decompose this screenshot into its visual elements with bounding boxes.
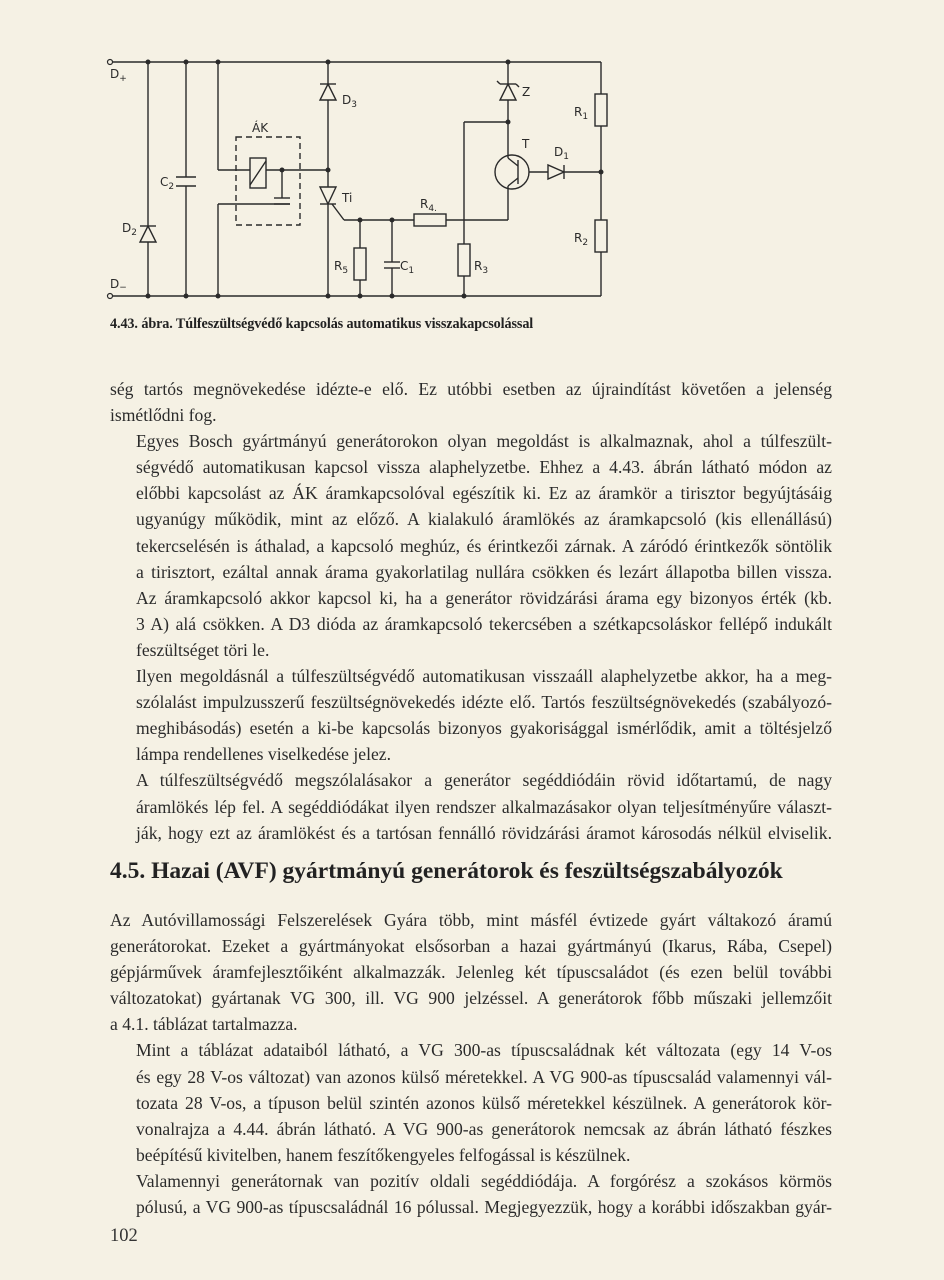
label-r3: $R_3$ [474, 259, 489, 276]
text-line: 3 A) alá csökken. A D3 dióda az áramkapcsoló tekercsében a szétkapcsoláskor fellépő indukált [136, 613, 832, 634]
label-t: T [522, 137, 530, 151]
text-line: generátorokat. Ezeket a gyártmányokat elsősorban a hazai gyártmányú (Ikarus, Rába, Csepel) [110, 936, 832, 957]
text-line: Valamennyi generátornak van pozitív oldali segéddiódája. A forgórész a szokásos körmös [136, 1170, 832, 1191]
paragraph [110, 1168, 832, 1220]
text-line: lámpa rendellenes viselkedése jelez. [136, 744, 391, 765]
label-d-minus: D− [110, 277, 127, 293]
text-line: ugyanúgy működik, mint az előző. A kialakuló áramlökés az áramkapcsoló (kis ellenállású) [136, 509, 832, 530]
overvoltage-protection-schematic [104, 52, 634, 304]
label-ti: Ti [342, 191, 353, 205]
text-line: előbbi kapcsolást az ÁK áramkapcsolóval egészítik ki. Ez az áramkör a tirisztor begyújtásáig [136, 483, 832, 504]
label-r5: $R_5$ [334, 259, 349, 276]
text-line: Ilyen megoldásnál a túlfeszültségvédő automatikusan visszaáll alaphelyzetbe akkor, ha a meg- [136, 666, 832, 687]
text-line: gépjárművek áramfejlesztőiként alkalmazzák. Jelenleg két típuscsaládot (és ezen belül további [110, 962, 832, 983]
label-d3: $D_3$ [342, 93, 357, 110]
label-z: Z [522, 85, 531, 99]
text-line: A túlfeszültségvédő megszólalásakor a generátor segéddiódáin rövid időtartamú, de nagy [136, 770, 832, 791]
text-line: és egy 28 V-os változat) van azonos külső méretekkel. A VG 900-as típuscsalád valamennyi vál- [136, 1066, 832, 1087]
label-d2: $D_2$ [122, 221, 137, 238]
text-line: pólusú, a VG 900-as típuscsaládnál 16 pólussal. Megjegyezzük, hogy a korábbi időszakban gyár- [136, 1197, 832, 1218]
text-line: meghibásodás) esetén a ki-be kapcsolás bizonyos gyakorisággal ismérlődik, amit a töltésjelző [136, 718, 832, 739]
paragraph [110, 376, 832, 428]
label-d-plus: $D_+$ [110, 67, 127, 84]
text-line: Egyes Bosch gyártmányú generátorokon olyan megoldást is alkalmaznak, ahol a túlfeszült- [136, 431, 832, 452]
body-text-section-2 [110, 907, 832, 1220]
text-line: Az áramkapcsoló akkor kapcsol ki, ha a generátor rövidzárási árama egy bizonyos érték (kb. [136, 587, 832, 608]
text-line: tozata 28 V-os, a típuson belül szintén azonos külső méretekkel készülnek. A generátorok kör- [136, 1092, 832, 1113]
label-c1: $C_1$ [400, 259, 415, 276]
section-heading: 4.5. Hazai (AVF) gyártmányú generátorok és feszültségszabályozók [110, 858, 783, 884]
text-line: Az Autóvillamossági Felszerelések Gyára több, mint másfél évtizede gyárt váltakozó áramú [110, 910, 832, 930]
text-line: tekercselésén is áthalad, a kapcsoló meghúz, és érintkezői zárnak. A záródó érintkezők söntölik [136, 535, 832, 556]
paragraph [110, 1037, 832, 1167]
text-line: beépítésű kivitelben, hanem feszítőkengyeles felfogással is készülnek. [136, 1144, 631, 1165]
text-line: Mint a táblázat adataiból látható, a VG 300-as típuscsaládnak két változata (egy 14 V-os [136, 1040, 832, 1061]
label-d1: $D_1$ [554, 145, 569, 162]
label-r4: $R_{4.}$ [420, 197, 437, 214]
paragraph [110, 767, 832, 845]
page-number: 102 [110, 1226, 138, 1246]
text-line: változatokat) gyártanak VG 300, ill. VG 900 jelzéssel. A generátorok főbb műszaki jellemzőit [110, 988, 832, 1009]
label-r1: $R_1$ [574, 105, 589, 122]
text-line: ségvédő automatikusan kapcsol vissza alaphelyzetbe. Ehhez a 4.43. ábrán látható módon az [136, 457, 832, 478]
body-text-section-1 [110, 376, 832, 846]
paragraph [110, 907, 832, 1037]
label-c2: $C_2$ [160, 175, 175, 192]
text-line: ség tartós megnövekedése idézte-e elő. Ez utóbbi esetben az újraindítást követően a jelenség [110, 379, 832, 399]
paragraph [110, 663, 832, 767]
text-line: vonalrajza a 4.44. ábrán látható. A VG 900-as generátorok nemcsak az ábrán látható fészkes [136, 1118, 832, 1139]
text-line: ismétlődni fog. [110, 405, 217, 426]
text-line: feszültséget töri le. [136, 639, 270, 660]
text-line: a tirisztort, ezáltal annak árama gyakorlatilag nullára csökken és lezárt állapotba billen vissza. [136, 561, 832, 582]
label-ak: ÁK [252, 121, 269, 135]
text-line: a 4.1. táblázat tartalmazza. [110, 1014, 298, 1035]
text-line: áramlökés lép fel. A segéddiódákat ilyen rendszer alkalmazásakor olyan teljesítményűre választ- [136, 796, 832, 817]
figure-caption: 4.43. ábra. Túlfeszültségvédő kapcsolás automatikus visszakapcsolással [110, 316, 534, 332]
paragraph [110, 428, 832, 663]
text-line: ják, hogy ezt az áramlökést és a tartósan fennálló rövidzárási áramot károsodás nélkül elviselik. [136, 822, 832, 843]
text-line: szólalást impulzusszerű feszültségnövekedés idézte elő. Tartós feszültségnövekedés (szabályozó- [136, 692, 832, 713]
label-r2: $R_2$ [574, 231, 589, 248]
circuit-diagram-figure [104, 52, 634, 304]
